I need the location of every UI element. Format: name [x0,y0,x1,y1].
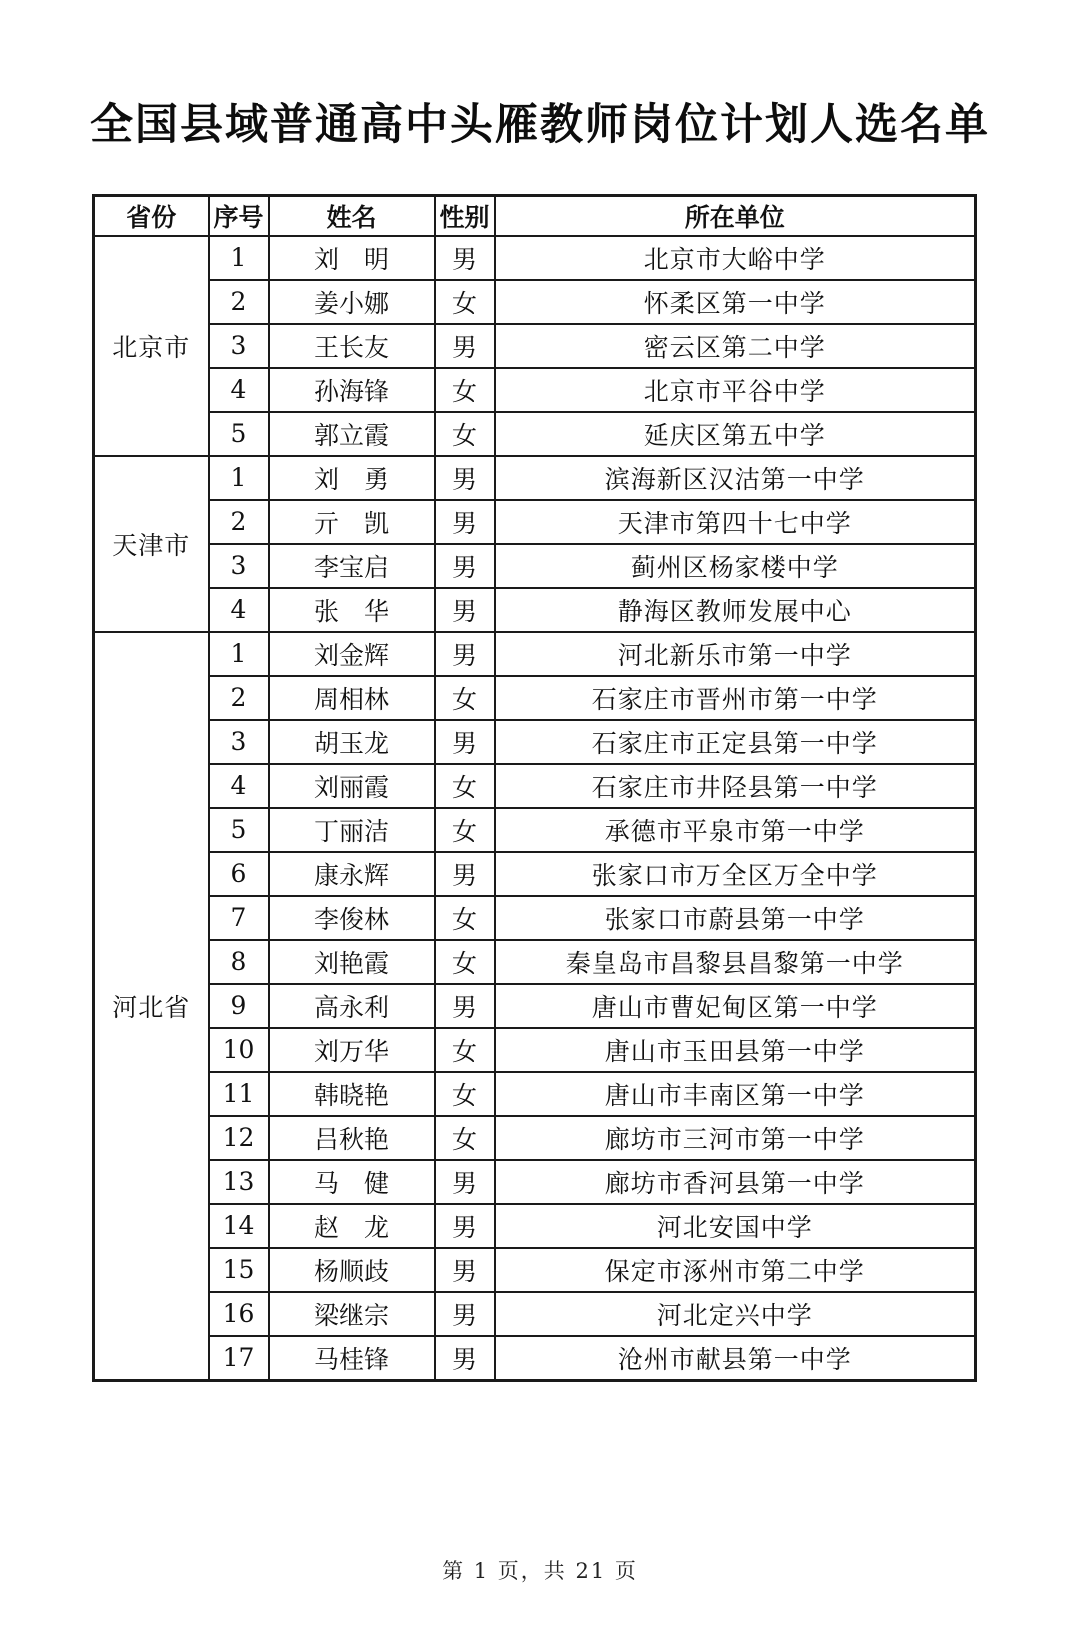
index-cell: 3 [209,720,269,764]
name-cell: 王长友 [269,324,435,368]
unit-cell: 石家庄市正定县第一中学 [495,720,976,764]
table-row [94,1248,976,1292]
table-row [94,984,976,1028]
gender-cell: 男 [435,984,495,1028]
name-cell: 郭立霞 [269,412,435,456]
gender-cell: 女 [435,808,495,852]
index-cell: 13 [209,1160,269,1204]
unit-cell: 廊坊市香河县第一中学 [495,1160,976,1204]
name-cell: 马桂锋 [269,1336,435,1381]
name-cell: 刘金辉 [269,632,435,676]
name-cell: 姜小娜 [269,280,435,324]
unit-cell: 廊坊市三河市第一中学 [495,1116,976,1160]
table-row [94,1160,976,1204]
teacher-roster-table [92,194,977,1382]
document-page [0,100,1080,1583]
name-cell: 胡玉龙 [269,720,435,764]
index-cell: 14 [209,1204,269,1248]
table-row [94,1204,976,1248]
name-cell: 丁丽洁 [269,808,435,852]
gender-cell: 男 [435,1336,495,1381]
table-row [94,236,976,280]
gender-cell: 男 [435,1248,495,1292]
index-cell: 6 [209,852,269,896]
index-cell: 2 [209,500,269,544]
index-cell: 16 [209,1292,269,1336]
name-cell: 杨顺歧 [269,1248,435,1292]
table-row [94,940,976,984]
gender-cell: 女 [435,940,495,984]
unit-cell: 承德市平泉市第一中学 [495,808,976,852]
header-row [94,195,976,236]
gender-cell: 男 [435,588,495,632]
index-cell: 1 [209,236,269,280]
name-cell: 李宝启 [269,544,435,588]
index-cell: 4 [209,588,269,632]
name-cell: 刘万华 [269,1028,435,1072]
unit-cell: 唐山市曹妃甸区第一中学 [495,984,976,1028]
index-cell: 1 [209,632,269,676]
gender-cell: 男 [435,1204,495,1248]
table-row [94,544,976,588]
gender-cell: 女 [435,1028,495,1072]
name-cell: 刘 勇 [269,456,435,500]
table-row [94,280,976,324]
header-gender: 性别 [435,195,495,236]
province-cell: 天津市 [94,456,209,632]
table-row [94,1292,976,1336]
table-row [94,1116,976,1160]
index-cell: 11 [209,1072,269,1116]
name-cell: 刘 明 [269,236,435,280]
unit-cell: 石家庄市井陉县第一中学 [495,764,976,808]
name-cell: 周相林 [269,676,435,720]
table-row [94,412,976,456]
name-cell: 高永利 [269,984,435,1028]
index-cell: 9 [209,984,269,1028]
gender-cell: 男 [435,544,495,588]
unit-cell: 天津市第四十七中学 [495,500,976,544]
gender-cell: 男 [435,852,495,896]
gender-cell: 女 [435,280,495,324]
gender-cell: 男 [435,500,495,544]
table-row [94,896,976,940]
unit-cell: 河北定兴中学 [495,1292,976,1336]
unit-cell: 石家庄市晋州市第一中学 [495,676,976,720]
page-title: 全国县域普通高中头雁教师岗位计划人选名单 [90,100,990,150]
unit-cell: 密云区第二中学 [495,324,976,368]
table-row [94,764,976,808]
province-cell: 河北省 [94,632,209,1381]
table-row [94,500,976,544]
table-row [94,720,976,764]
unit-cell: 唐山市丰南区第一中学 [495,1072,976,1116]
unit-cell: 张家口市蔚县第一中学 [495,896,976,940]
unit-cell: 怀柔区第一中学 [495,280,976,324]
index-cell: 3 [209,324,269,368]
header-province: 省份 [94,195,209,236]
gender-cell: 男 [435,1160,495,1204]
name-cell: 梁继宗 [269,1292,435,1336]
name-cell: 孙海锋 [269,368,435,412]
table-row [94,456,976,500]
index-cell: 7 [209,896,269,940]
index-cell: 12 [209,1116,269,1160]
unit-cell: 北京市大峪中学 [495,236,976,280]
unit-cell: 河北新乐市第一中学 [495,632,976,676]
page-number: 第 1 页，共 21 页 [442,1559,638,1583]
name-cell: 吕秋艳 [269,1116,435,1160]
gender-cell: 男 [435,632,495,676]
index-cell: 4 [209,764,269,808]
index-cell: 5 [209,808,269,852]
name-cell: 刘丽霞 [269,764,435,808]
table-row [94,808,976,852]
gender-cell: 女 [435,1072,495,1116]
province-cell: 北京市 [94,236,209,456]
gender-cell: 女 [435,1116,495,1160]
table-row [94,588,976,632]
gender-cell: 男 [435,324,495,368]
table-row [94,1028,976,1072]
index-cell: 17 [209,1336,269,1381]
index-cell: 3 [209,544,269,588]
gender-cell: 男 [435,236,495,280]
name-cell: 马 健 [269,1160,435,1204]
unit-cell: 北京市平谷中学 [495,368,976,412]
gender-cell: 女 [435,676,495,720]
unit-cell: 蓟州区杨家楼中学 [495,544,976,588]
table-row [94,852,976,896]
index-cell: 1 [209,456,269,500]
unit-cell: 张家口市万全区万全中学 [495,852,976,896]
table-row [94,368,976,412]
index-cell: 10 [209,1028,269,1072]
gender-cell: 女 [435,368,495,412]
unit-cell: 河北安国中学 [495,1204,976,1248]
table-row [94,676,976,720]
unit-cell: 延庆区第五中学 [495,412,976,456]
name-cell: 张 华 [269,588,435,632]
index-cell: 2 [209,280,269,324]
table-row [94,324,976,368]
unit-cell: 唐山市玉田县第一中学 [495,1028,976,1072]
header-unit: 所在单位 [495,195,976,236]
gender-cell: 女 [435,412,495,456]
unit-cell: 保定市涿州市第二中学 [495,1248,976,1292]
unit-cell: 滨海新区汉沽第一中学 [495,456,976,500]
unit-cell: 静海区教师发展中心 [495,588,976,632]
gender-cell: 男 [435,720,495,764]
index-cell: 2 [209,676,269,720]
name-cell: 李俊林 [269,896,435,940]
gender-cell: 男 [435,1292,495,1336]
unit-cell: 沧州市献县第一中学 [495,1336,976,1381]
gender-cell: 女 [435,764,495,808]
gender-cell: 男 [435,456,495,500]
index-cell: 4 [209,368,269,412]
index-cell: 8 [209,940,269,984]
unit-cell: 秦皇岛市昌黎县昌黎第一中学 [495,940,976,984]
gender-cell: 女 [435,896,495,940]
header-name: 姓名 [269,195,435,236]
name-cell: 亓 凯 [269,500,435,544]
name-cell: 赵 龙 [269,1204,435,1248]
table-row [94,1336,976,1381]
name-cell: 韩晓艳 [269,1072,435,1116]
table-row [94,632,976,676]
header-index: 序号 [209,195,269,236]
name-cell: 康永辉 [269,852,435,896]
index-cell: 15 [209,1248,269,1292]
table-row [94,1072,976,1116]
name-cell: 刘艳霞 [269,940,435,984]
index-cell: 5 [209,412,269,456]
